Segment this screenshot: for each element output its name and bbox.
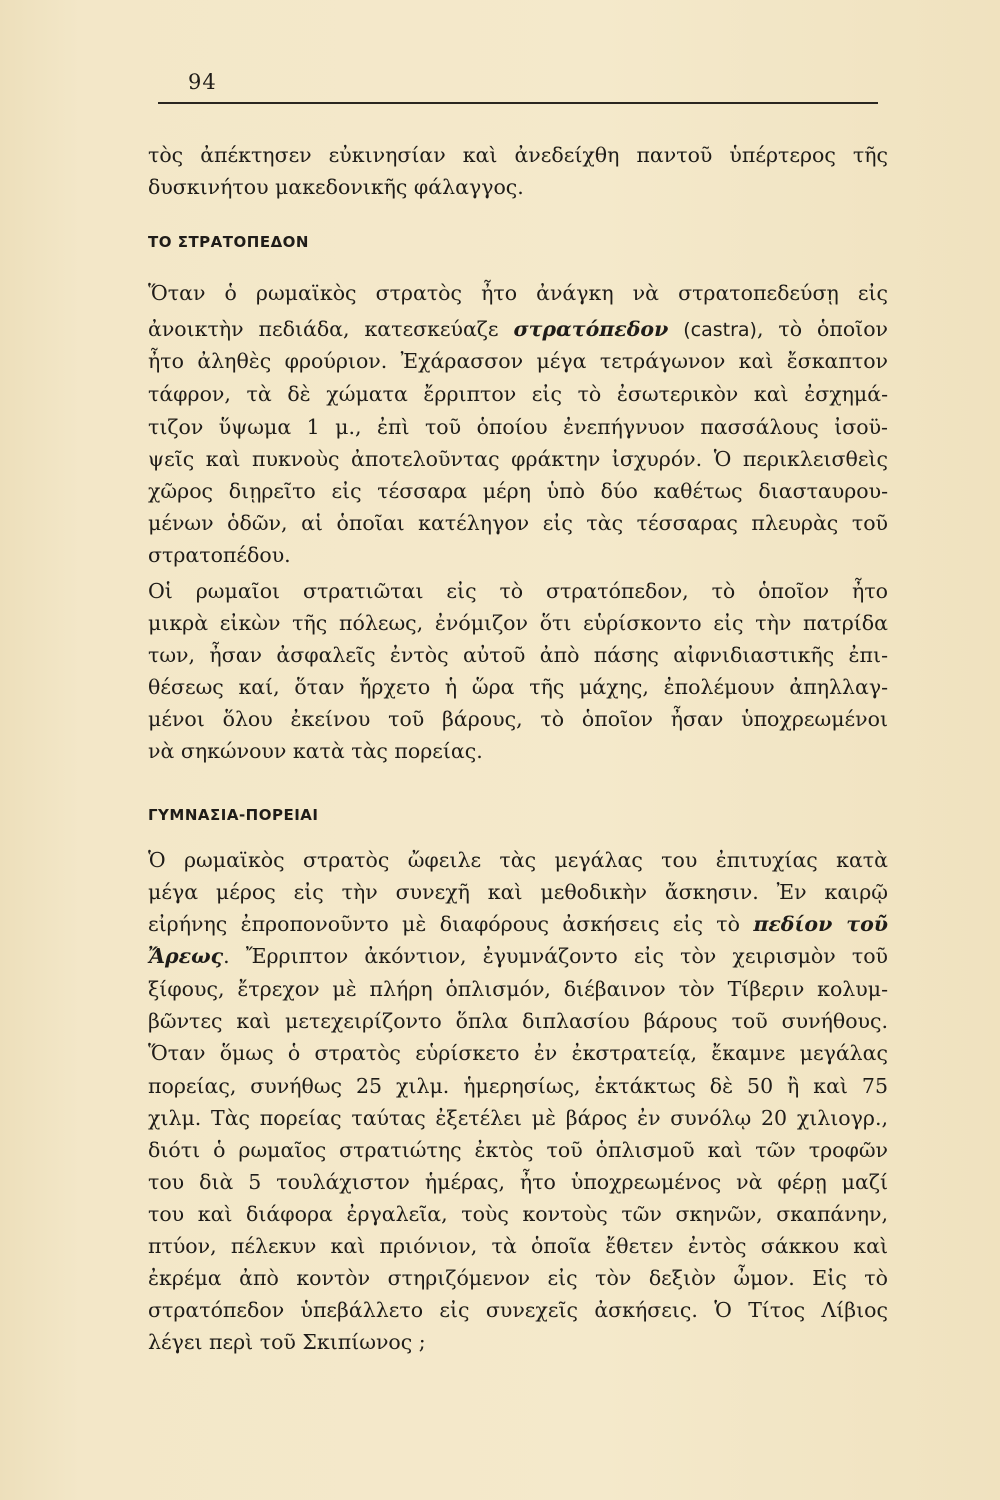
text-line xyxy=(148,941,888,971)
text-line: χιλμ. Τὰς πορείας ταύτας ἐξετέλει μὲ βάρος ἐν συνόλῳ 20 χιλιογρ., xyxy=(148,1106,888,1130)
text-line: Ὁ ρωμαϊκὸς στρατὸς ὤφειλε τὰς μεγάλας του ἐπιτυχίας κατὰ xyxy=(148,848,888,872)
text-line: βῶντες καὶ μετεχειρίζοντο ὅπλα διπλασίου βάρους τοῦ συνήθους. xyxy=(148,1009,888,1033)
text-line: Ὅταν ὁ ρωμαϊκὸς στρατὸς ἦτο ἀνάγκη νὰ στρατοπεδεύσῃ εἰς xyxy=(148,281,888,305)
text-line: του καὶ διάφορα ἐργαλεῖα, τοὺς κοντοὺς τῶν σκηνῶν, σκαπάνην, xyxy=(148,1202,888,1226)
text-span: ἀνοικτὴν πεδιάδα, κατεσκεύαζε xyxy=(148,317,514,341)
text-line xyxy=(148,909,888,939)
text-line: Ὅταν ὅμως ὁ στρατὸς εὑρίσκετο ἐν ἐκστρατείᾳ, ἔκαμνε μεγάλας xyxy=(148,1041,888,1065)
text-line: των, ἦσαν ἀσφαλεῖς ἐντὸς αὐτοῦ ἀπὸ πάσης αἰφνιδιαστικῆς ἐπι- xyxy=(148,643,888,667)
text-line: τὸς ἀπέκτησεν εὐκινησίαν καὶ ἀνεδείχθη παντοῦ ὑπέρτερος τῆς xyxy=(148,143,888,167)
text-line: ψεῖς καὶ πυκνοὺς ἀποτελοῦντας φράκτην ἰσχυρόν. Ὁ περικλεισθεὶς xyxy=(148,447,888,471)
latin-term: (castra) xyxy=(683,319,757,341)
text-line: δυσκινήτου μακεδονικῆς φάλαγγος. xyxy=(148,175,524,199)
text-line: τιζον ὕψωμα 1 μ., ἐπὶ τοῦ ὁποίου ἐνεπήγνυον πασσάλους ἰσοϋ- xyxy=(148,415,888,439)
text-line: μικρὰ εἰκὼν τῆς πόλεως, ἐνόμιζον ὅτι εὑρίσκοντο εἰς τὴν πατρίδα xyxy=(148,611,888,635)
text-line: τάφρον, τὰ δὲ χώματα ἔρριπτον εἰς τὸ ἐσωτερικὸν καὶ ἐσχημά- xyxy=(148,382,888,406)
text-line: μένοι ὅλου ἐκείνου τοῦ βάρους, τὸ ὁποῖον ἦσαν ὑποχρεωμένοι xyxy=(148,707,888,731)
text-line: διότι ὁ ρωμαῖος στρατιώτης ἐκτὸς τοῦ ὁπλισμοῦ καὶ τῶν τροφῶν xyxy=(148,1138,888,1162)
emphasized-term: πεδίον τοῦ xyxy=(753,912,888,936)
text-line: λέγει περὶ τοῦ Σκιπίωνος ; xyxy=(148,1330,426,1354)
text-line: στρατόπεδον ὑπεβάλλετο εἰς συνεχεῖς ἀσκήσεις. Ὁ Τίτος Λίβιος xyxy=(148,1298,888,1322)
text-line: θέσεως καί, ὅταν ἤρχετο ἡ ὥρα τῆς μάχης, ἐπολέμουν ἀπηλλαγ- xyxy=(148,675,888,699)
text-line xyxy=(148,314,888,345)
text-line: Οἱ ρωμαῖοι στρατιῶται εἰς τὸ στρατόπεδον, τὸ ὁποῖον ἦτο xyxy=(148,579,888,603)
text-span: . Ἔρριπτον ἀκόντιον, ἐγυμνάζοντο εἰς τὸν χειρισμὸν τοῦ xyxy=(223,944,888,968)
section-heading: ΓΥΜΝΑΣΙΑ-ΠΟΡΕΙΑΙ xyxy=(148,806,319,824)
text-line: νὰ σηκώνουν κατὰ τὰς πορείας. xyxy=(148,739,483,763)
text-span: , τὸ ὁποῖον xyxy=(756,317,889,341)
text-span xyxy=(668,317,683,341)
text-line: πτύον, πέλεκυν καὶ πριόνιον, τὰ ὁποῖα ἔθετεν ἐντὸς σάκκου καὶ xyxy=(148,1234,888,1258)
text-line: ἐκρέμα ἀπὸ κοντὸν στηριζόμενον εἰς τὸν δεξιὸν ὦμον. Εἰς τὸ xyxy=(148,1266,888,1290)
section-heading: ΤΟ ΣΤΡΑΤΟΠΕΔΟΝ xyxy=(148,233,309,251)
page-number: 94 xyxy=(188,70,217,94)
text-line: ξίφους, ἔτρεχον μὲ πλήρη ὁπλισμόν, διέβαινον τὸν Τίβεριν κολυμ- xyxy=(148,977,888,1001)
text-line: πορείας, συνήθως 25 χιλμ. ἡμερησίως, ἐκτάκτως δὲ 50 ἢ καὶ 75 xyxy=(148,1074,888,1098)
text-span: εἰρήνης ἐπροπονοῦντο μὲ διαφόρους ἀσκήσεις εἰς τὸ xyxy=(148,912,754,936)
text-line: στρατοπέδου. xyxy=(148,543,291,567)
text-line: μένων ὁδῶν, αἱ ὁποῖαι κατέληγον εἰς τὰς τέσσαρας πλευρὰς τοῦ xyxy=(148,511,888,535)
emphasized-term: Ἄρεως xyxy=(148,944,224,968)
text-line: μέγα μέρος εἰς τὴν συνεχῆ καὶ μεθοδικὴν ἄσκησιν. Ἐν καιρῷ xyxy=(148,880,888,904)
header-rule xyxy=(158,102,878,104)
text-line: χῶρος διῃρεῖτο εἰς τέσσαρα μέρη ὑπὸ δύο καθέτως διασταυρου- xyxy=(148,479,888,503)
text-line: του διὰ 5 τουλάχιστον ἡμέρας, ἦτο ὑποχρεωμένος νὰ φέρῃ μαζί xyxy=(148,1170,888,1194)
text-line: ἦτο ἀληθὲς φρούριον. Ἐχάρασσον μέγα τετράγωνον καὶ ἔσκαπτον xyxy=(148,349,888,373)
emphasized-term: στρατόπεδον xyxy=(513,317,669,341)
